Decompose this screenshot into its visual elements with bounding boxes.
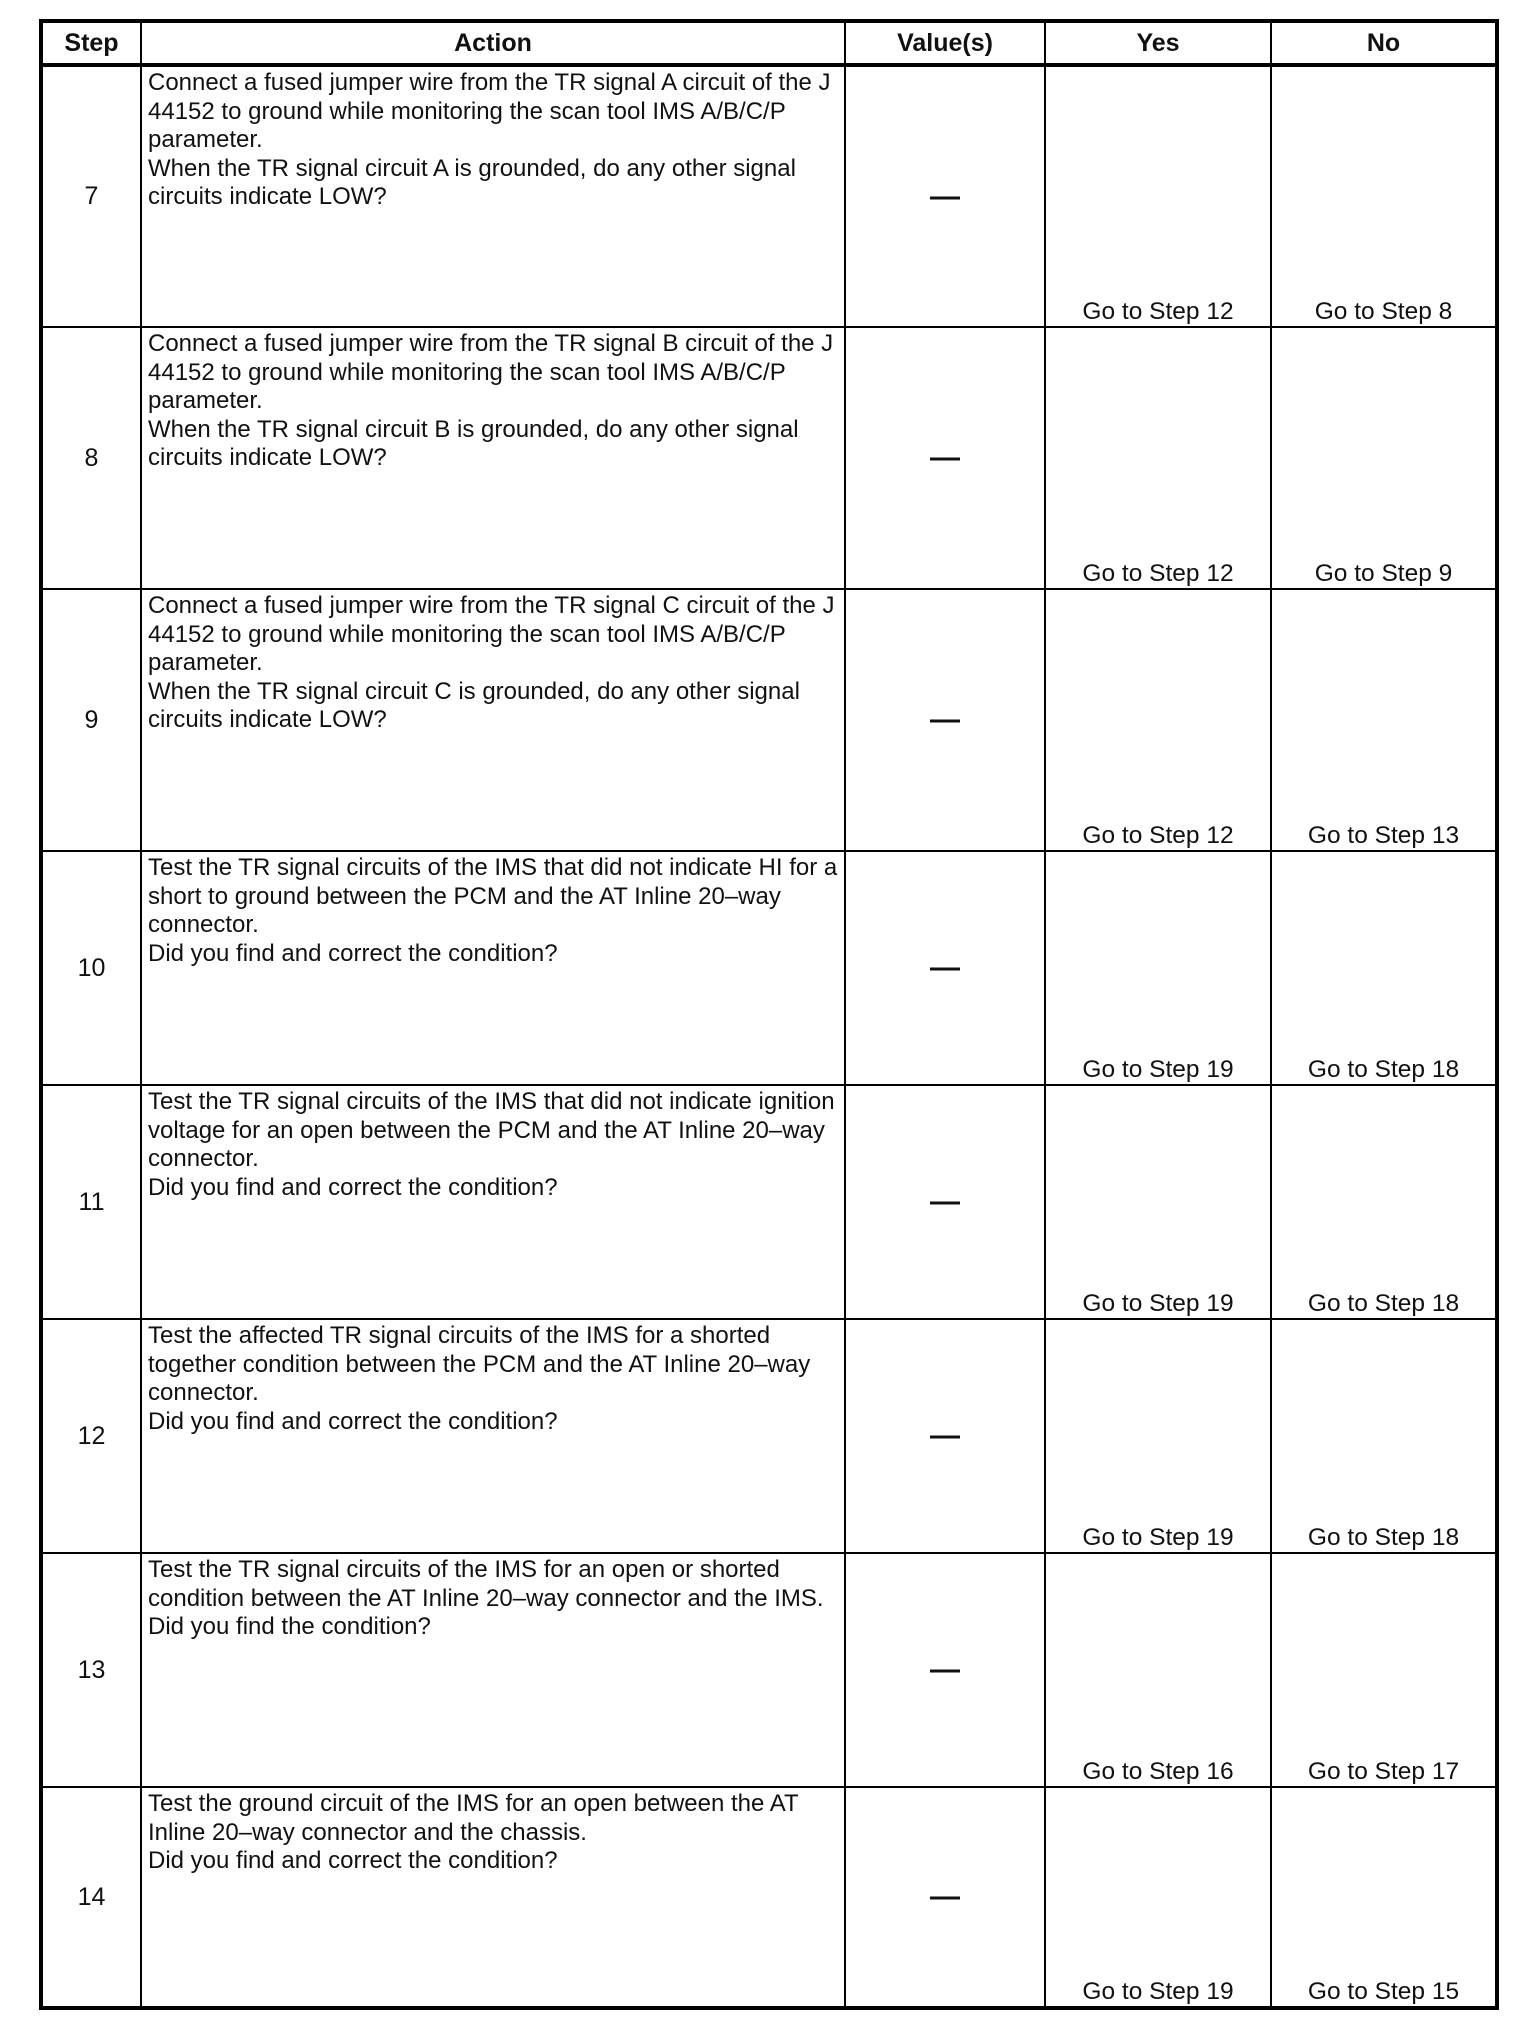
value-cell: — (845, 1085, 1045, 1319)
step-number: 7 (41, 65, 141, 327)
action-instruction: Test the TR signal circuits of the IMS that did not indicate ignition voltage for an open between the PCM and the AT Inline 20–way connector. (148, 1088, 835, 1172)
no-cell: Go to Step 9 (1271, 327, 1497, 589)
action-instruction: Test the affected TR signal circuits of the IMS for a shorted together condition between the PCM and the AT Inline 20–way connector. (148, 1322, 811, 1406)
yes-cell: Go to Step 19 (1045, 1787, 1271, 2008)
table-row (41, 1085, 1497, 1319)
action-instruction: Test the TR signal circuits of the IMS that did not indicate HI for a short to ground between the PCM and the AT Inline 20–way connector. (148, 854, 838, 938)
header-step: Step (41, 21, 141, 65)
yes-cell: Go to Step 19 (1045, 1319, 1271, 1553)
table-row (41, 851, 1497, 1085)
no-cell: Go to Step 18 (1271, 851, 1497, 1085)
step-number: 8 (41, 327, 141, 589)
action-instruction: Connect a fused jumper wire from the TR signal A circuit of the J 44152 to ground while monitoring the scan tool IMS A/B/C/P parameter. (148, 69, 831, 153)
action-cell (141, 589, 845, 851)
action-question: Did you find and correct the condition? (148, 939, 558, 967)
no-cell: Go to Step 18 (1271, 1319, 1497, 1553)
table-row (41, 1787, 1497, 2008)
action-cell (141, 65, 845, 327)
yes-cell: Go to Step 19 (1045, 851, 1271, 1085)
table-row (41, 1553, 1497, 1787)
value-cell: — (845, 851, 1045, 1085)
action-question: Did you find and correct the condition? (148, 1173, 558, 1201)
action-instruction: Test the ground circuit of the IMS for an open between the AT Inline 20–way connector and the chassis. (148, 1790, 799, 1846)
step-number: 14 (41, 1787, 141, 2008)
no-cell: Go to Step 8 (1271, 65, 1497, 327)
header-yes: Yes (1045, 21, 1271, 65)
action-question: Did you find the condition? (148, 1613, 431, 1640)
value-cell: — (845, 589, 1045, 851)
diagnostic-table (39, 19, 1499, 2010)
no-cell: Go to Step 17 (1271, 1553, 1497, 1787)
value-cell: — (845, 1319, 1045, 1553)
yes-cell: Go to Step 12 (1045, 65, 1271, 327)
step-number: 12 (41, 1319, 141, 1553)
no-cell: Go to Step 15 (1271, 1787, 1497, 2008)
header-row (41, 21, 1497, 65)
step-number: 11 (41, 1085, 141, 1319)
value-cell: — (845, 1787, 1045, 2008)
yes-cell: Go to Step 12 (1045, 327, 1271, 589)
action-instruction: Connect a fused jumper wire from the TR signal C circuit of the J 44152 to ground while monitoring the scan tool IMS A/B/C/P parameter. (148, 592, 835, 676)
table-row (41, 589, 1497, 851)
table-row (41, 65, 1497, 327)
action-question: Did you find and correct the condition? (148, 1847, 558, 1874)
step-number: 13 (41, 1553, 141, 1787)
action-cell (141, 1787, 845, 2008)
action-instruction: Connect a fused jumper wire from the TR signal B circuit of the J 44152 to ground while monitoring the scan tool IMS A/B/C/P parameter. (148, 330, 834, 414)
no-cell: Go to Step 18 (1271, 1085, 1497, 1319)
yes-cell: Go to Step 16 (1045, 1553, 1271, 1787)
header-values: Value(s) (845, 21, 1045, 65)
table-row (41, 327, 1497, 589)
header-no: No (1271, 21, 1497, 65)
step-number: 10 (41, 851, 141, 1085)
yes-cell: Go to Step 12 (1045, 589, 1271, 851)
action-cell (141, 1553, 845, 1787)
header-action: Action (141, 21, 845, 65)
action-question: When the TR signal circuit A is grounded, do any other signal circuits indicate LOW? (148, 154, 796, 210)
table-row (41, 1319, 1497, 1553)
action-instruction: Test the TR signal circuits of the IMS for an open or shorted condition between the AT Inline 20–way connector and the IMS. (148, 1556, 824, 1612)
no-cell: Go to Step 13 (1271, 589, 1497, 851)
action-cell (141, 851, 845, 1085)
action-cell (141, 1319, 845, 1553)
yes-cell: Go to Step 19 (1045, 1085, 1271, 1319)
action-question: When the TR signal circuit B is grounded, do any other signal circuits indicate LOW? (148, 415, 799, 471)
action-cell (141, 327, 845, 589)
action-question: Did you find and correct the condition? (148, 1407, 558, 1435)
value-cell: — (845, 1553, 1045, 1787)
value-cell: — (845, 327, 1045, 589)
value-cell: — (845, 65, 1045, 327)
action-cell (141, 1085, 845, 1319)
action-question: When the TR signal circuit C is grounded, do any other signal circuits indicate LOW? (148, 677, 800, 733)
step-number: 9 (41, 589, 141, 851)
